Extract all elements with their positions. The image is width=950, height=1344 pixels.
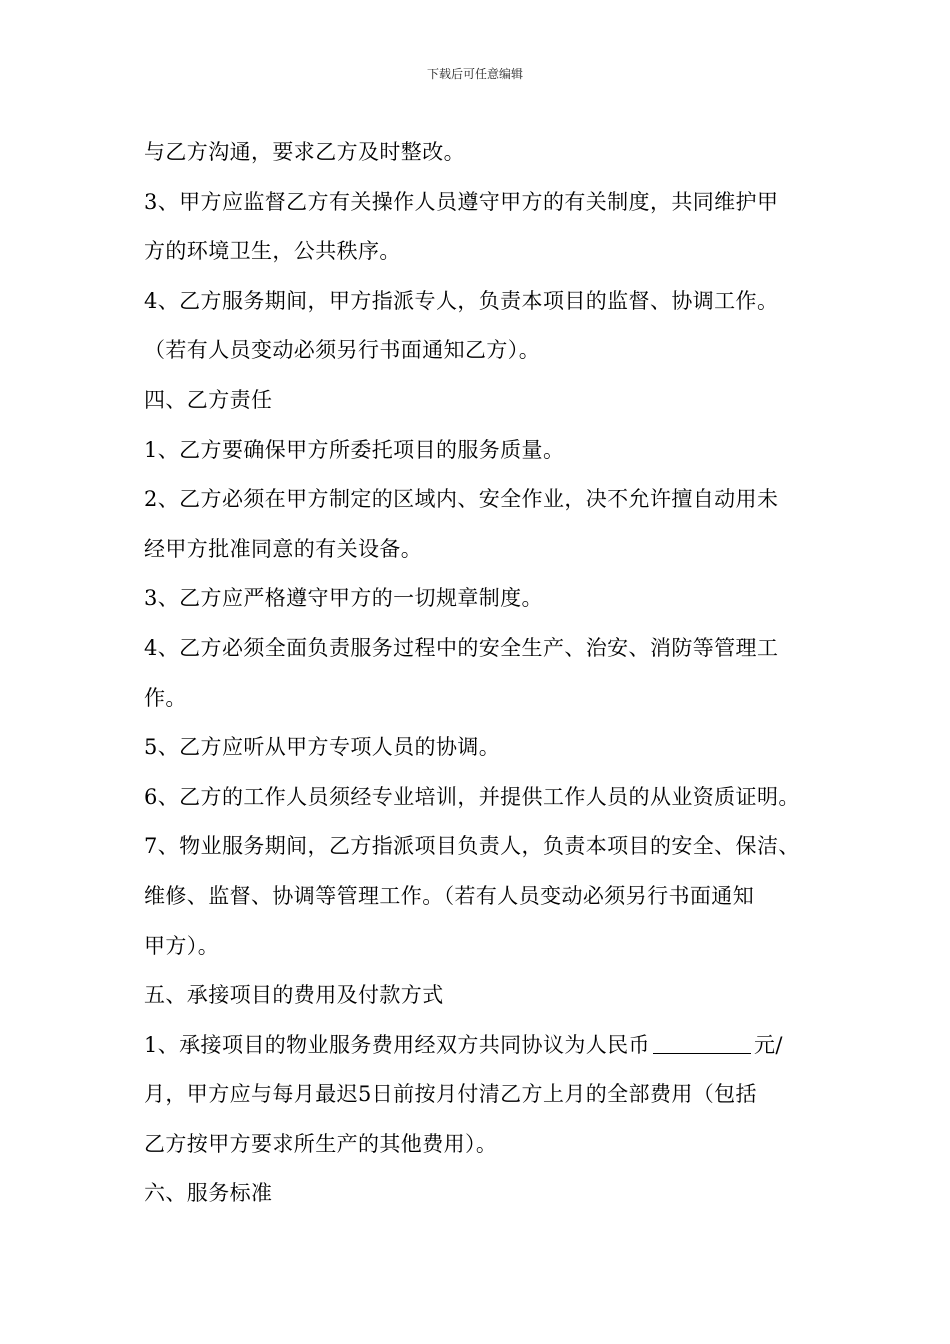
paragraph-line: （若有人员变动必须另行书面通知乙方）。 — [144, 338, 541, 363]
paragraph-line: 乙方按甲方要求所生产的其他费用）。 — [144, 1131, 498, 1156]
page-header: 下载后可任意编辑 — [426, 67, 523, 81]
paragraph-line: 甲方）。 — [144, 933, 220, 958]
section-heading: 六、服务标准 — [144, 1181, 273, 1206]
fee-text-after: 元/ — [753, 1032, 783, 1057]
section-heading: 四、乙方责任 — [144, 387, 273, 412]
paragraph-line: 作。 — [144, 685, 187, 710]
paragraph-line: 4、乙方必须全面负责服务过程中的安全生产、治安、消防等管理工 — [144, 635, 779, 660]
paragraph-line: 5、乙方应听从甲方专项人员的协调。 — [144, 735, 501, 760]
document-body — [144, 132, 816, 1223]
paragraph-line: 3、乙方应严格遵守甲方的一切规章制度。 — [144, 586, 543, 611]
paragraph-line: 方的环境卫生，公共秩序。 — [144, 239, 401, 264]
paragraph-line: 6、乙方的工作人员须经专业培训，并提供工作人员的从业资质证明。 — [144, 784, 800, 809]
paragraph-line: 4、乙方服务期间，甲方指派专人，负责本项目的监督、协调工作。 — [144, 288, 779, 313]
paragraph-line: 1、乙方要确保甲方所委托项目的服务质量。 — [144, 437, 565, 462]
paragraph-line: 维修、监督、协调等管理工作。（若有人员变动必须另行书面通知 — [144, 883, 755, 908]
fee-text-before: 1、承接项目的物业服务费用经双方共同协议为人民币 — [144, 1032, 650, 1057]
paragraph-line: 与乙方沟通，要求乙方及时整改。 — [144, 140, 465, 164]
paragraph-line: 2、乙方必须在甲方制定的区域内、安全作业，决不允许擅自动用未 — [144, 487, 779, 512]
fee-amount-blank — [653, 1029, 751, 1054]
paragraph-line: 经甲方批准同意的有关设备。 — [144, 536, 423, 561]
paragraph-line: 7、物业服务期间，乙方指派项目负责人，负责本项目的安全、保洁、 — [144, 834, 800, 859]
paragraph-line: 3、甲方应监督乙方有关操作人员遵守甲方的有关制度，共同维护甲 — [144, 189, 779, 214]
paragraph-line: 月，甲方应与每月最迟5日前按月付清乙方上月的全部费用（包括 — [144, 1082, 757, 1107]
section-heading: 五、承接项目的费用及付款方式 — [144, 983, 444, 1008]
fee-line — [144, 1025, 816, 1075]
